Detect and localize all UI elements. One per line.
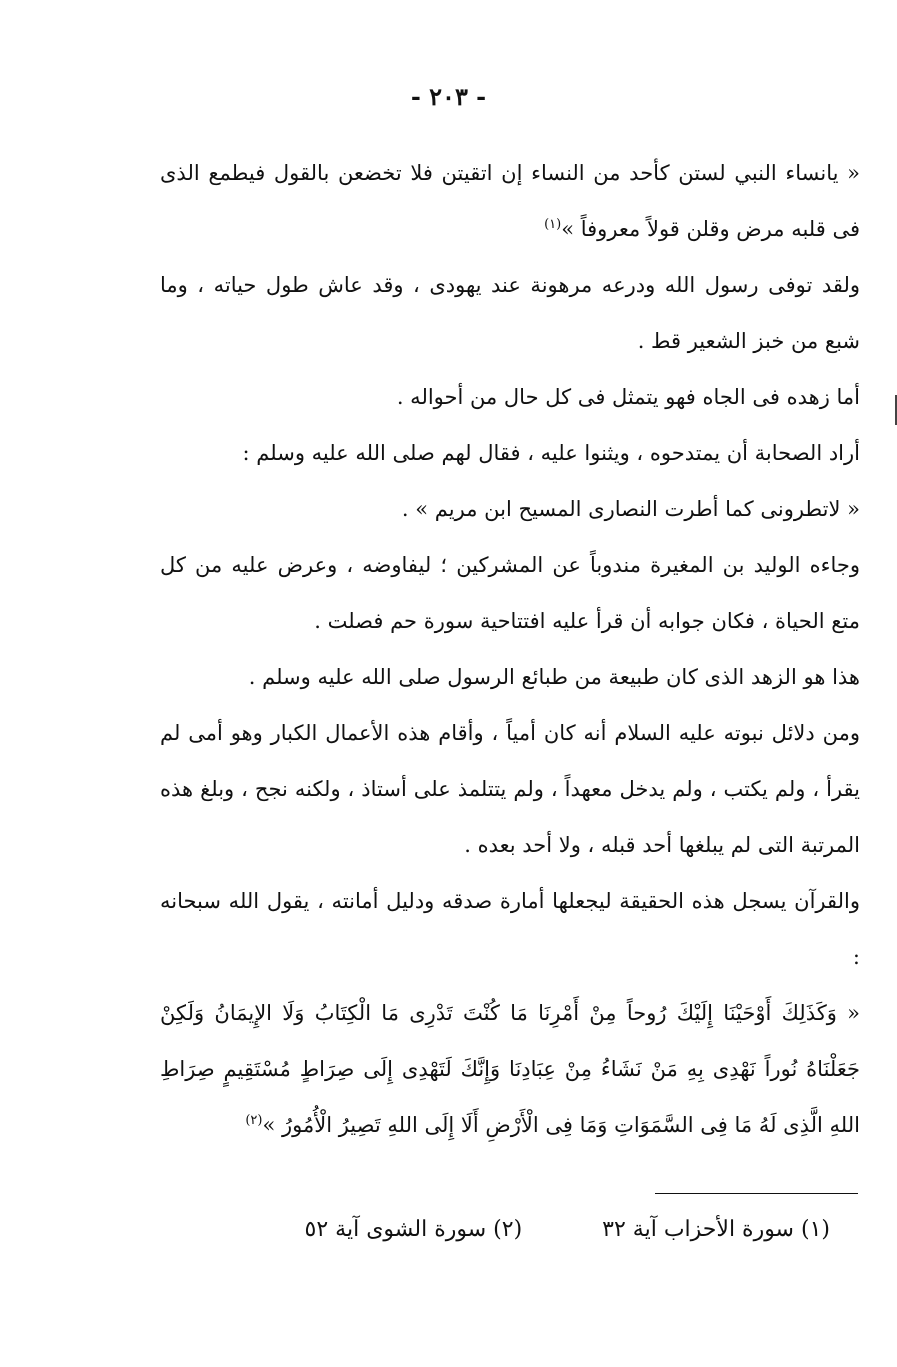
body-text [160, 145, 860, 1153]
footnote-ref: (٢) [245, 1113, 263, 1128]
paragraph-text: والقرآن يسجل هذه الحقيقة ليجعلها أمارة صدقه ودليل أمانته ، يقول الله سبحانه : [160, 889, 860, 969]
paragraph [160, 425, 860, 481]
paragraph [160, 873, 860, 985]
paragraph-text: ومن دلائل نبوته عليه السلام أنه كان أمياً ، وأقام هذه الأعمال الكبار وهو أمى لم يقرأ ، ولم يكتب ، ولم يدخل معهداً ، ولم يتتلمذ على أستاذ ، ولكنه نجح ، وبلغ هذه المرتبة التى لم يبلغها أحد قبله ، ولا أحد بعده . [160, 721, 860, 857]
paragraph [160, 537, 860, 649]
footnote-1: (١) سورة الأحزاب آية ٣٢ [602, 1217, 830, 1242]
paragraph-text: « وَكَذَلِكَ أَوْحَيْنَا إِلَيْكَ رُوحاً مِنْ أَمْرِنَا مَا كُنْتَ تَدْرِى مَا الْكِتَابُ وَلَا الإِيمَانُ وَلَكِنْ جَعَلْنَاهُ نُوراً نَهْدِى بِهِ مَنْ نَشَاءُ مِنْ عِبَادِنَا وَإِنَّكَ لَتَهْدِى إِلَى صِرَاطٍ مُسْتَقِيمٍ صِرَاطِ اللهِ الَّذِى لَهُ مَا فِى السَّمَوَاتِ وَمَا فِى الْأَرْضِ أَلَا إِلَى اللهِ تَصِيرُ الْأُمُورُ » [160, 1001, 860, 1137]
page-number: - ٢٠٣ - [410, 82, 487, 111]
paragraph-hadith-quote [160, 481, 860, 537]
paragraph-text: وجاءه الوليد بن المغيرة مندوباً عن المشركين ؛ ليفاوضه ، وعرض عليه من كل متع الحياة ، فكان جوابه أن قرأ عليه افتتاحية سورة حم فصلت . [160, 553, 860, 633]
paragraph-text: « يانساء النبي لستن كأحد من النساء إن اتقيتن فلا تخضعن بالقول فيطمع الذى فى قلبه مرض وقلن قولاً معروفاً » [160, 161, 861, 241]
footnote-divider [655, 1193, 858, 1194]
paragraph-text: ولقد توفى رسول الله ودرعه مرهونة عند يهودى ، وقد عاش طول حياته ، وما شبع من خبز الشعير قط . [160, 273, 860, 353]
paragraph-text: أراد الصحابة أن يمتدحوه ، ويثنوا عليه ، فقال لهم صلى الله عليه وسلم : [242, 441, 860, 465]
paragraph-text: هذا هو الزهد الذى كان طبيعة من طبائع الرسول صلى الله عليه وسلم . [248, 665, 860, 689]
paragraph-quran-verse-1 [160, 145, 860, 257]
paragraph-quran-verse-2 [160, 985, 860, 1153]
footnotes [270, 1210, 830, 1250]
footnote-ref: (١) [544, 217, 562, 232]
footnote-2: (٢) سورة الشوى آية ٥٢ [304, 1217, 523, 1242]
paragraph [160, 369, 860, 425]
paragraph-text: أما زهده فى الجاه فهو يتمثل فى كل حال من أحواله . [396, 385, 860, 409]
paragraph [160, 257, 860, 369]
paragraph [160, 649, 860, 705]
paragraph-text: « لاتطرونى كما أطرت النصارى المسيح ابن مريم » . [401, 497, 860, 521]
paragraph [160, 705, 860, 873]
